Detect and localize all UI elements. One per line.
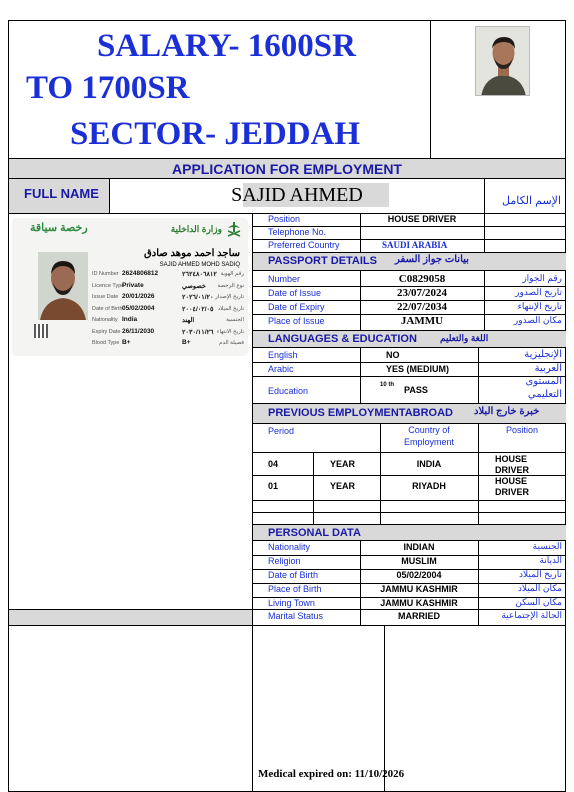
license-name-en: SAJID AHMED MOHD SADIQ	[159, 262, 240, 268]
top-field-value: SAUDI ARABIA	[382, 240, 448, 250]
personal-row-label: Marital Status	[268, 611, 324, 621]
employment-row-unit: YEAR	[330, 459, 356, 469]
personal-row-label-ar: مكان الميلاد	[517, 583, 562, 593]
personal-row-value: 05/02/2004	[396, 570, 442, 580]
full-name-label: FULL NAME	[24, 186, 99, 201]
license-row-label: Expiry Date	[92, 328, 121, 335]
languages-title-ar: اللغة والتعليم	[440, 333, 489, 343]
personal-row-value: INDIAN	[403, 542, 435, 552]
personal-row-label: Place of Birth	[268, 584, 322, 594]
personal-row-label-ar: الديانة	[539, 555, 562, 565]
employment-row-position-2: DRIVER	[495, 465, 530, 475]
full-name-value: SAJID AHMED	[231, 184, 363, 206]
passport-row-label: Number	[268, 274, 301, 284]
employment-header-country-2: Employment	[403, 437, 455, 447]
license-row	[92, 328, 244, 339]
medical-expiry-note: Medical expired on: 11/10/2026	[258, 768, 405, 780]
license-row-value-ar: ٢٦٢٤٨٠٦٨١٢	[182, 271, 217, 278]
employment-header-country-1: Country of	[408, 425, 450, 435]
employment-row-country: INDIA	[416, 459, 442, 469]
personal-row-value: JAMMU KASHMIR	[380, 584, 458, 594]
license-row-value: India	[122, 316, 138, 323]
employment-row-period: 04	[268, 459, 279, 469]
license-row-label: Blood Type	[92, 340, 120, 346]
license-row-label: ID Number	[92, 271, 119, 277]
ministry-name-ar: وزارة الداخلية	[170, 224, 222, 234]
employment-title-ar: خبرة خارج البلاد	[474, 406, 540, 417]
license-row-label: Licence Type	[92, 282, 125, 289]
form-title: APPLICATION FOR EMPLOYMENT	[172, 161, 402, 177]
sector-line: SECTOR- JEDDAH	[70, 116, 361, 152]
personal-row-label-ar: الجنسية	[532, 541, 562, 551]
license-row-label: Issue Date	[92, 294, 119, 300]
license-row-value-ar: B+	[182, 339, 191, 346]
license-row-value: 20/01/2026	[122, 293, 155, 300]
license-row-value-ar: ٢٠٣٠/١١/٢٦	[182, 328, 214, 336]
personal-row-value: JAMMU KASHMIR	[380, 598, 458, 608]
license-row-value: Private	[122, 281, 144, 289]
languages-title: LANGUAGES & EDUCATION	[268, 333, 417, 345]
license-row-label: Nationality	[92, 317, 118, 323]
license-row-label: Date of Birth	[92, 305, 123, 312]
passport-row-label-ar: رقم الجواز	[522, 273, 562, 283]
license-row-label-ar: نوع الرخصة	[217, 282, 244, 289]
license-row-label-ar: فصيلة الدم	[219, 340, 244, 346]
top-field-label: Preferred Country	[268, 240, 340, 250]
license-row-value-ar: ٢٠٠٤/٠٢/٠٥	[182, 305, 214, 313]
license-row-value: 05/02/2004	[122, 304, 155, 312]
left-grey-strip	[9, 610, 252, 625]
passport-row-label: Place of Issue	[268, 316, 325, 326]
salary-line-1: SALARY- 1600SR	[97, 28, 356, 64]
license-name-ar: ساجد احمد موهد صادق	[144, 248, 240, 259]
education-label-ar-1: المستوى	[525, 376, 562, 387]
passport-row-label-ar: تاريخ الإنتهاء	[517, 301, 562, 311]
employment-row-country: RIYADH	[412, 481, 446, 491]
license-row-label-ar: رقم الهوية	[220, 271, 244, 277]
personal-row-label-ar: تاريخ الميلاد	[519, 569, 562, 579]
personal-row-label-ar: مكان السكن	[515, 597, 562, 607]
employment-header-period: Period	[268, 426, 295, 436]
full-name-label-ar: الإسم الكامل	[502, 195, 561, 207]
qr-code-icon	[34, 324, 48, 338]
personal-row-label: Living Town	[268, 598, 315, 608]
employment-row-position-1: HOUSE	[495, 476, 528, 486]
license-row-value: 2624806812	[122, 270, 159, 277]
language-row-label: English	[268, 350, 298, 360]
license-row-label-ar: تاريخ الميلاد	[217, 305, 244, 312]
language-row-label-ar: الإنجليزية	[524, 349, 562, 360]
education-value: PASS	[404, 385, 428, 395]
personal-row-label: Nationality	[268, 542, 311, 552]
passport-row-label-ar: تاريخ الصدور	[515, 287, 562, 297]
personal-row-value: MUSLIM	[401, 556, 437, 566]
candidate-photo	[475, 26, 530, 96]
license-card	[12, 218, 248, 356]
employment-row-period: 01	[268, 481, 279, 491]
license-row	[92, 282, 244, 293]
employment-header-position: Position	[505, 425, 539, 435]
employment-row-position-1: HOUSE	[495, 454, 528, 464]
personal-title: PERSONAL DATA	[268, 527, 361, 539]
license-row-value-ar: خصوصي	[182, 282, 206, 290]
passport-row-label: Date of Issue	[268, 288, 322, 298]
license-row	[92, 270, 244, 281]
passport-title-ar: بيانات جواز السفر	[395, 254, 469, 265]
license-title-ar: رخصة سياقة	[30, 222, 88, 234]
personal-row-value: MARRIED	[398, 611, 440, 621]
salary-line-2: TO 1700SR	[26, 70, 190, 106]
language-row-label: Arabic	[268, 364, 294, 374]
education-label: Education	[268, 386, 309, 396]
passport-row-label: Date of Expiry	[268, 302, 325, 312]
passport-row-value: 22/07/2034	[396, 301, 448, 313]
language-row-label-ar: العربية	[534, 363, 562, 374]
license-row-value-ar: ٢٠٢٦/٠١/٢٠	[182, 294, 214, 301]
license-row-value: 26/11/2030	[122, 327, 155, 335]
top-field-label: Position	[268, 214, 301, 224]
license-row-value: B+	[122, 339, 131, 346]
education-grade: 10 th	[380, 382, 395, 388]
employment-title: PREVIOUS EMPLOYMENTABROAD	[268, 407, 453, 419]
employment-row-unit: YEAR	[330, 481, 356, 491]
license-row-value-ar: الهند	[182, 317, 195, 324]
license-photo	[38, 252, 88, 320]
passport-title: PASSPORT DETAILS	[268, 255, 377, 267]
top-field-value: HOUSE DRIVER	[387, 214, 457, 224]
personal-row-label-ar: الحالة الإجتماعية	[501, 610, 562, 620]
license-row-label-ar: تاريخ الانتهاء	[216, 328, 244, 335]
top-field-label: Telephone No.	[268, 227, 327, 237]
passport-row-value: 23/07/2024	[396, 287, 448, 299]
passport-row-value: C0829058	[398, 273, 446, 285]
language-row-value: NO	[386, 350, 400, 360]
education-label-ar-2: التعليمي	[527, 389, 562, 400]
license-row	[92, 305, 244, 316]
saudi-emblem-icon	[224, 220, 244, 240]
passport-row-label-ar: مكان الصدور	[513, 315, 562, 325]
employment-row-position-2: DRIVER	[495, 487, 530, 497]
personal-row-label: Date of Birth	[268, 570, 319, 580]
license-row	[92, 293, 244, 304]
license-row	[92, 339, 244, 350]
license-row-label-ar: الجنسية	[226, 317, 244, 323]
license-row	[92, 316, 244, 327]
personal-row-label: Religion	[268, 556, 301, 566]
passport-row-value: JAMMU	[400, 315, 444, 327]
language-row-value: YES (MEDIUM)	[386, 364, 449, 374]
license-row-label-ar: تاريخ الإصدار	[215, 294, 244, 300]
